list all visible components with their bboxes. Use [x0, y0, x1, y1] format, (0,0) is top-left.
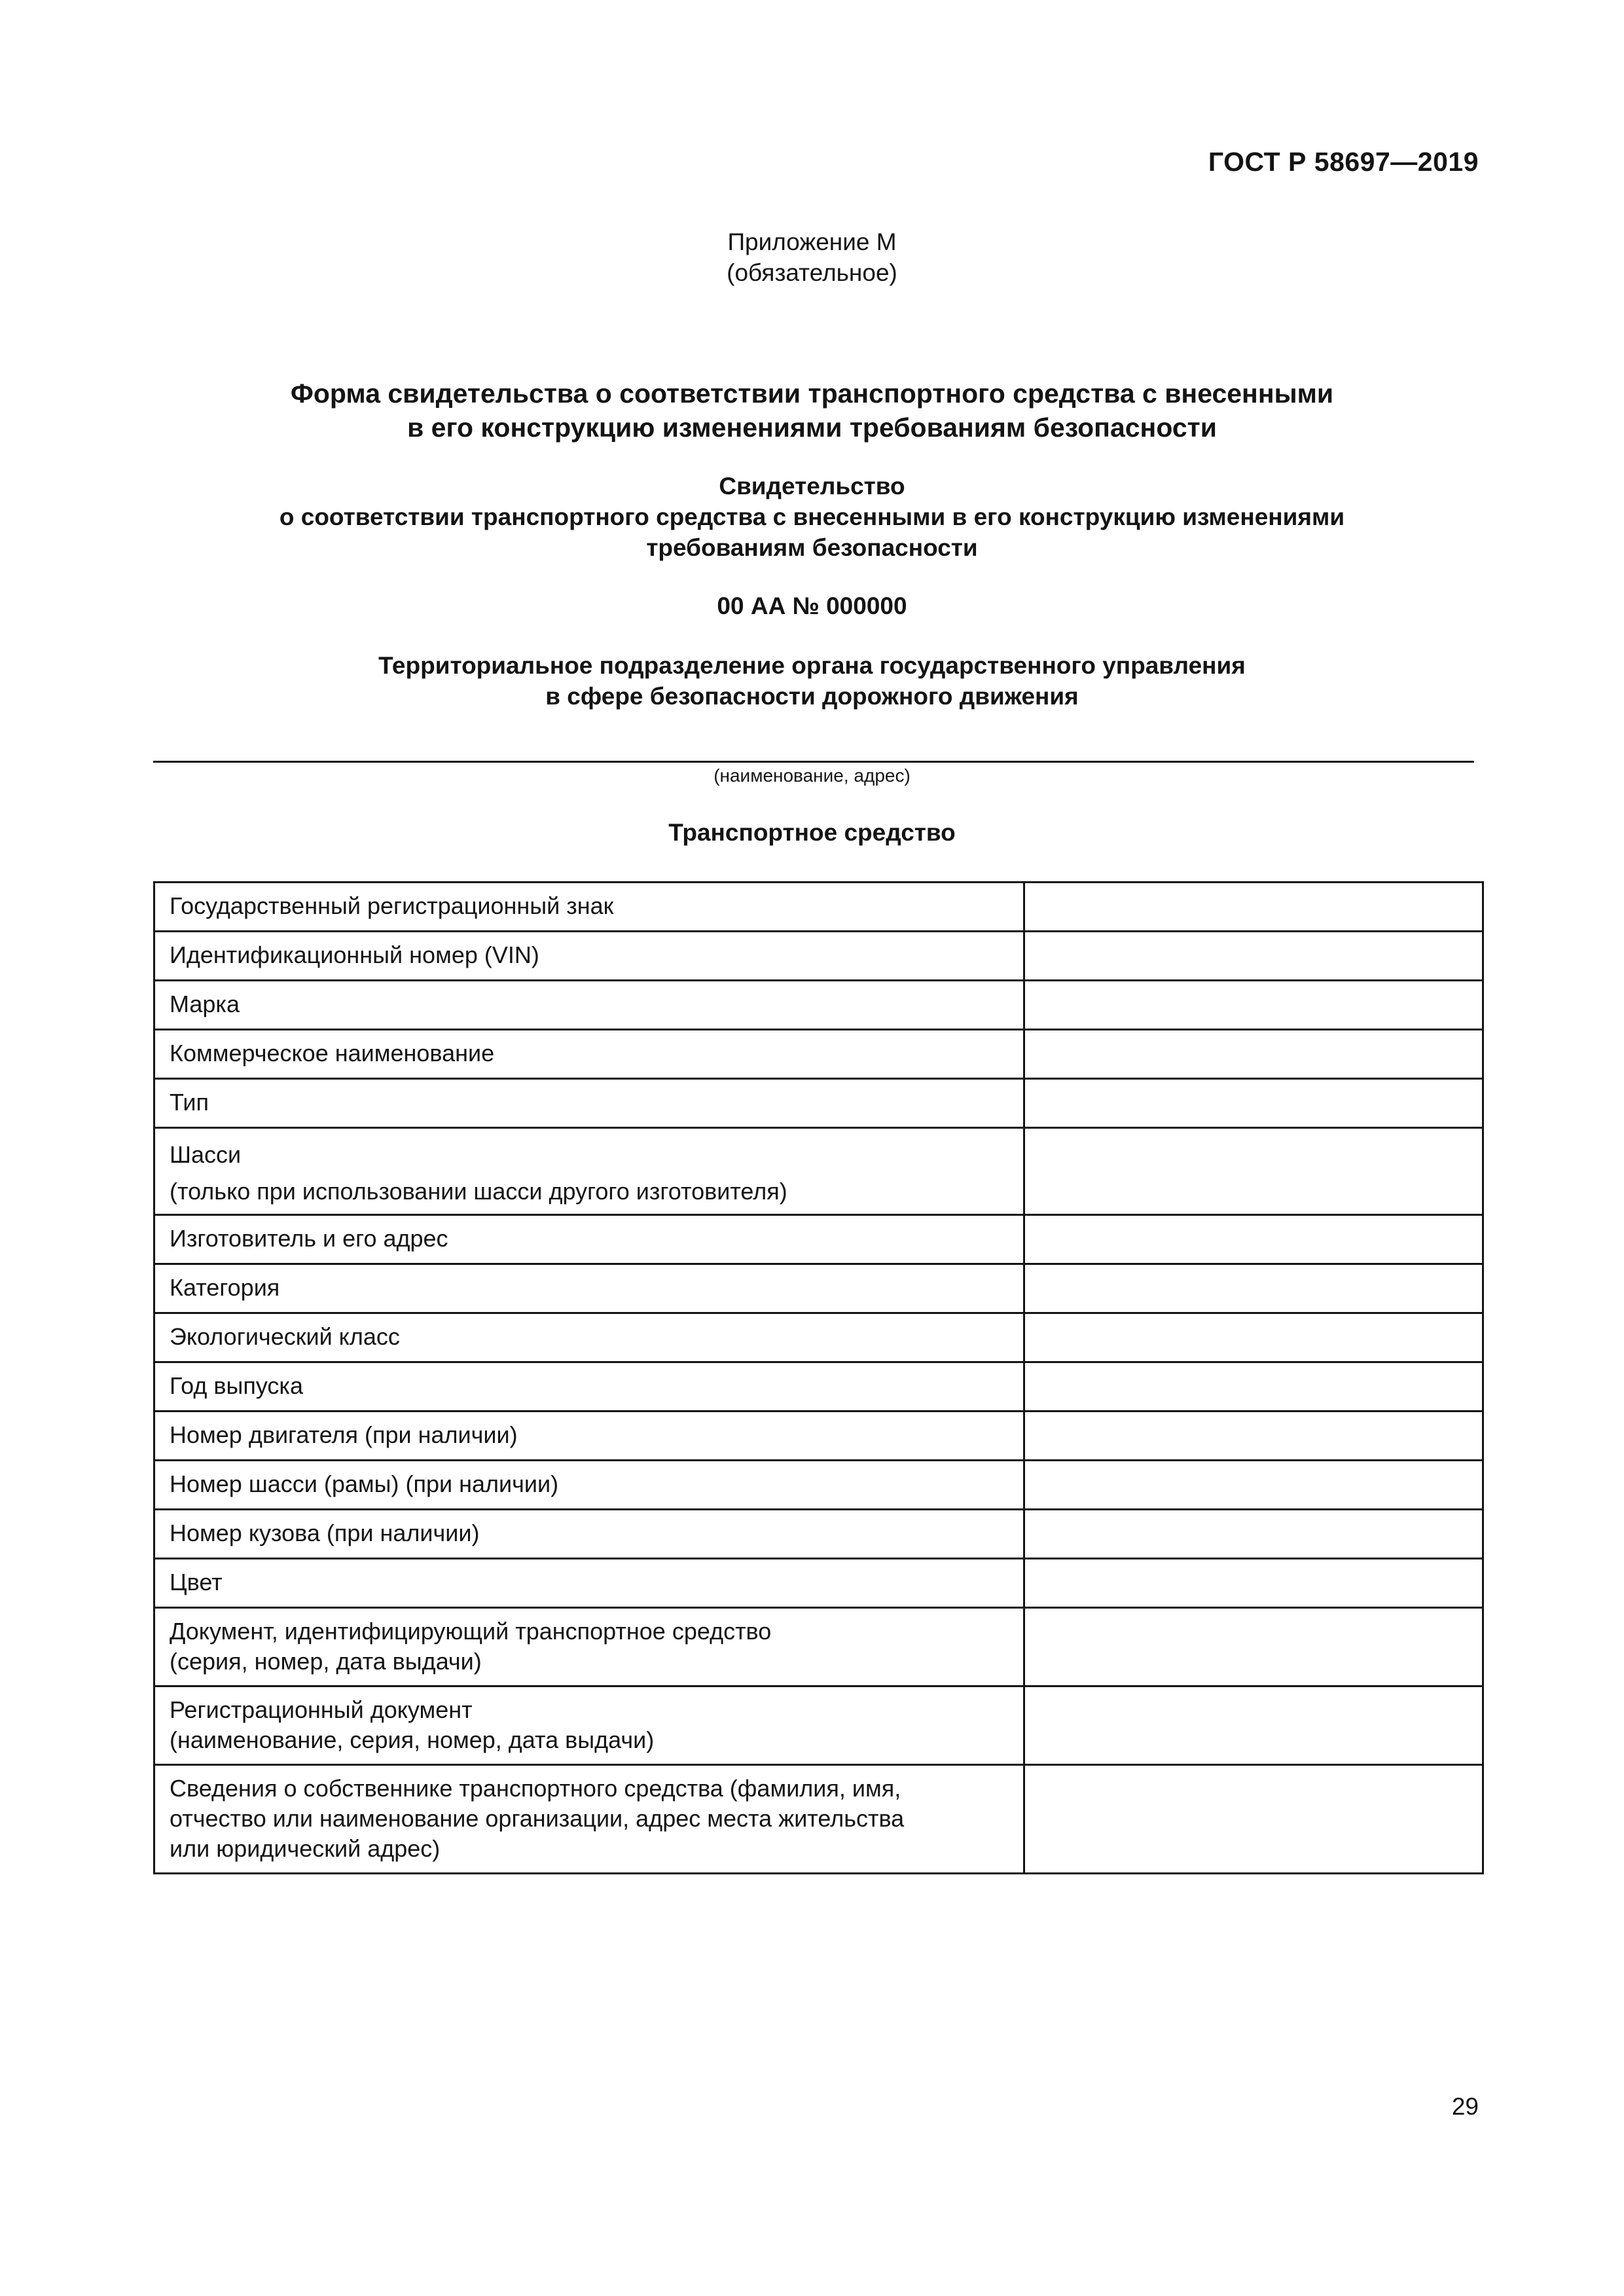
row-label: Год выпуска [154, 1362, 1024, 1412]
row-label-line-1: Шасси [170, 1141, 242, 1168]
table-row [154, 1559, 1483, 1608]
row-value-cell[interactable] [1024, 1608, 1483, 1686]
authority-line-2: в сфере безопасности дорожного движения [545, 683, 1079, 710]
authority-heading [0, 650, 1624, 712]
table-row [154, 883, 1483, 932]
certificate-title-line-2: о соответствии транспортного средства с внесенными в его конструкцию изменениями [279, 503, 1345, 530]
table-row [154, 1362, 1483, 1412]
table-row [154, 1412, 1483, 1461]
row-value-cell[interactable] [1024, 883, 1483, 932]
row-value-cell[interactable] [1024, 1765, 1483, 1874]
row-value-cell[interactable] [1024, 1079, 1483, 1128]
row-label-line-1: Регистрационный документ [170, 1696, 473, 1723]
table-row [154, 1264, 1483, 1313]
authority-line-1: Территориальное подразделение органа государственного управления [378, 652, 1246, 679]
form-title-line-2: в его конструкцию изменениями требованиям безопасности [407, 412, 1217, 443]
row-label-line-2: (наименование, серия, номер, дата выдачи) [170, 1726, 655, 1753]
appendix-heading [0, 227, 1624, 288]
authority-name-field-line[interactable] [153, 761, 1474, 763]
row-label [154, 1128, 1024, 1215]
row-label-line-2: (только при использовании шасси другого изготовителя) [170, 1178, 787, 1205]
row-label [154, 1765, 1024, 1874]
row-label: Категория [154, 1264, 1024, 1313]
form-title-line-1: Форма свидетельства о соответствии транспортного средства с внесенными [290, 378, 1334, 409]
table-row [154, 1686, 1483, 1765]
row-value-cell[interactable] [1024, 1412, 1483, 1461]
row-label: Государственный регистрационный знак [154, 883, 1024, 932]
table-row [154, 1608, 1483, 1686]
certificate-title-line-3: требованиям безопасности [646, 534, 978, 561]
authority-name-caption: (наименование, адрес) [713, 765, 911, 786]
row-label: Тип [154, 1079, 1024, 1128]
table-row [154, 1030, 1483, 1079]
row-label: Номер кузова (при наличии) [154, 1510, 1024, 1559]
row-value-cell[interactable] [1024, 1686, 1483, 1765]
table-row [154, 1510, 1483, 1559]
table-row [154, 1079, 1483, 1128]
row-label-line-2: отчество или наименование организации, адрес места жительства [170, 1805, 905, 1832]
row-label-line-3: или юридический адрес) [170, 1835, 441, 1862]
row-value-cell[interactable] [1024, 1559, 1483, 1608]
form-title [0, 376, 1624, 445]
vehicle-heading: Транспортное средство [668, 819, 956, 846]
row-label: Цвет [154, 1559, 1024, 1608]
row-value-cell[interactable] [1024, 1128, 1483, 1215]
table-row [154, 932, 1483, 981]
table-row [154, 1765, 1483, 1874]
row-value-cell[interactable] [1024, 1461, 1483, 1510]
row-label [154, 1686, 1024, 1765]
certificate-title [0, 471, 1624, 563]
row-label: Изготовитель и его адрес [154, 1215, 1024, 1264]
table-row [154, 1128, 1483, 1215]
row-value-cell[interactable] [1024, 932, 1483, 981]
row-label: Экологический класс [154, 1313, 1024, 1362]
row-label: Идентификационный номер (VIN) [154, 932, 1024, 981]
row-label-line-2: (серия, номер, дата выдачи) [170, 1648, 482, 1675]
certificate-number: 00 АА № 000000 [717, 592, 907, 619]
certificate-title-line-1: Свидетельство [719, 473, 905, 500]
table-row [154, 1313, 1483, 1362]
appendix-status: (обязательное) [727, 259, 897, 286]
row-label [154, 1608, 1024, 1686]
row-value-cell[interactable] [1024, 1215, 1483, 1264]
row-value-cell[interactable] [1024, 1510, 1483, 1559]
row-value-cell[interactable] [1024, 1264, 1483, 1313]
table-row [154, 1215, 1483, 1264]
table-row [154, 1461, 1483, 1510]
row-value-cell[interactable] [1024, 1313, 1483, 1362]
page-number: 29 [1451, 2093, 1479, 2120]
row-value-cell[interactable] [1024, 1362, 1483, 1412]
row-label: Коммерческое наименование [154, 1030, 1024, 1079]
appendix-title: Приложение М [727, 228, 897, 255]
row-label-line-1: Сведения о собственнике транспортного средства (фамилия, имя, [170, 1775, 901, 1802]
row-value-cell[interactable] [1024, 981, 1483, 1030]
standard-number: ГОСТ Р 58697—2019 [1208, 147, 1479, 177]
row-label: Марка [154, 981, 1024, 1030]
row-label: Номер двигателя (при наличии) [154, 1412, 1024, 1461]
table-row [154, 981, 1483, 1030]
row-label: Номер шасси (рамы) (при наличии) [154, 1461, 1024, 1510]
vehicle-table [153, 881, 1484, 1874]
row-value-cell[interactable] [1024, 1030, 1483, 1079]
row-label-line-1: Документ, идентифицирующий транспортное средство [170, 1618, 772, 1645]
